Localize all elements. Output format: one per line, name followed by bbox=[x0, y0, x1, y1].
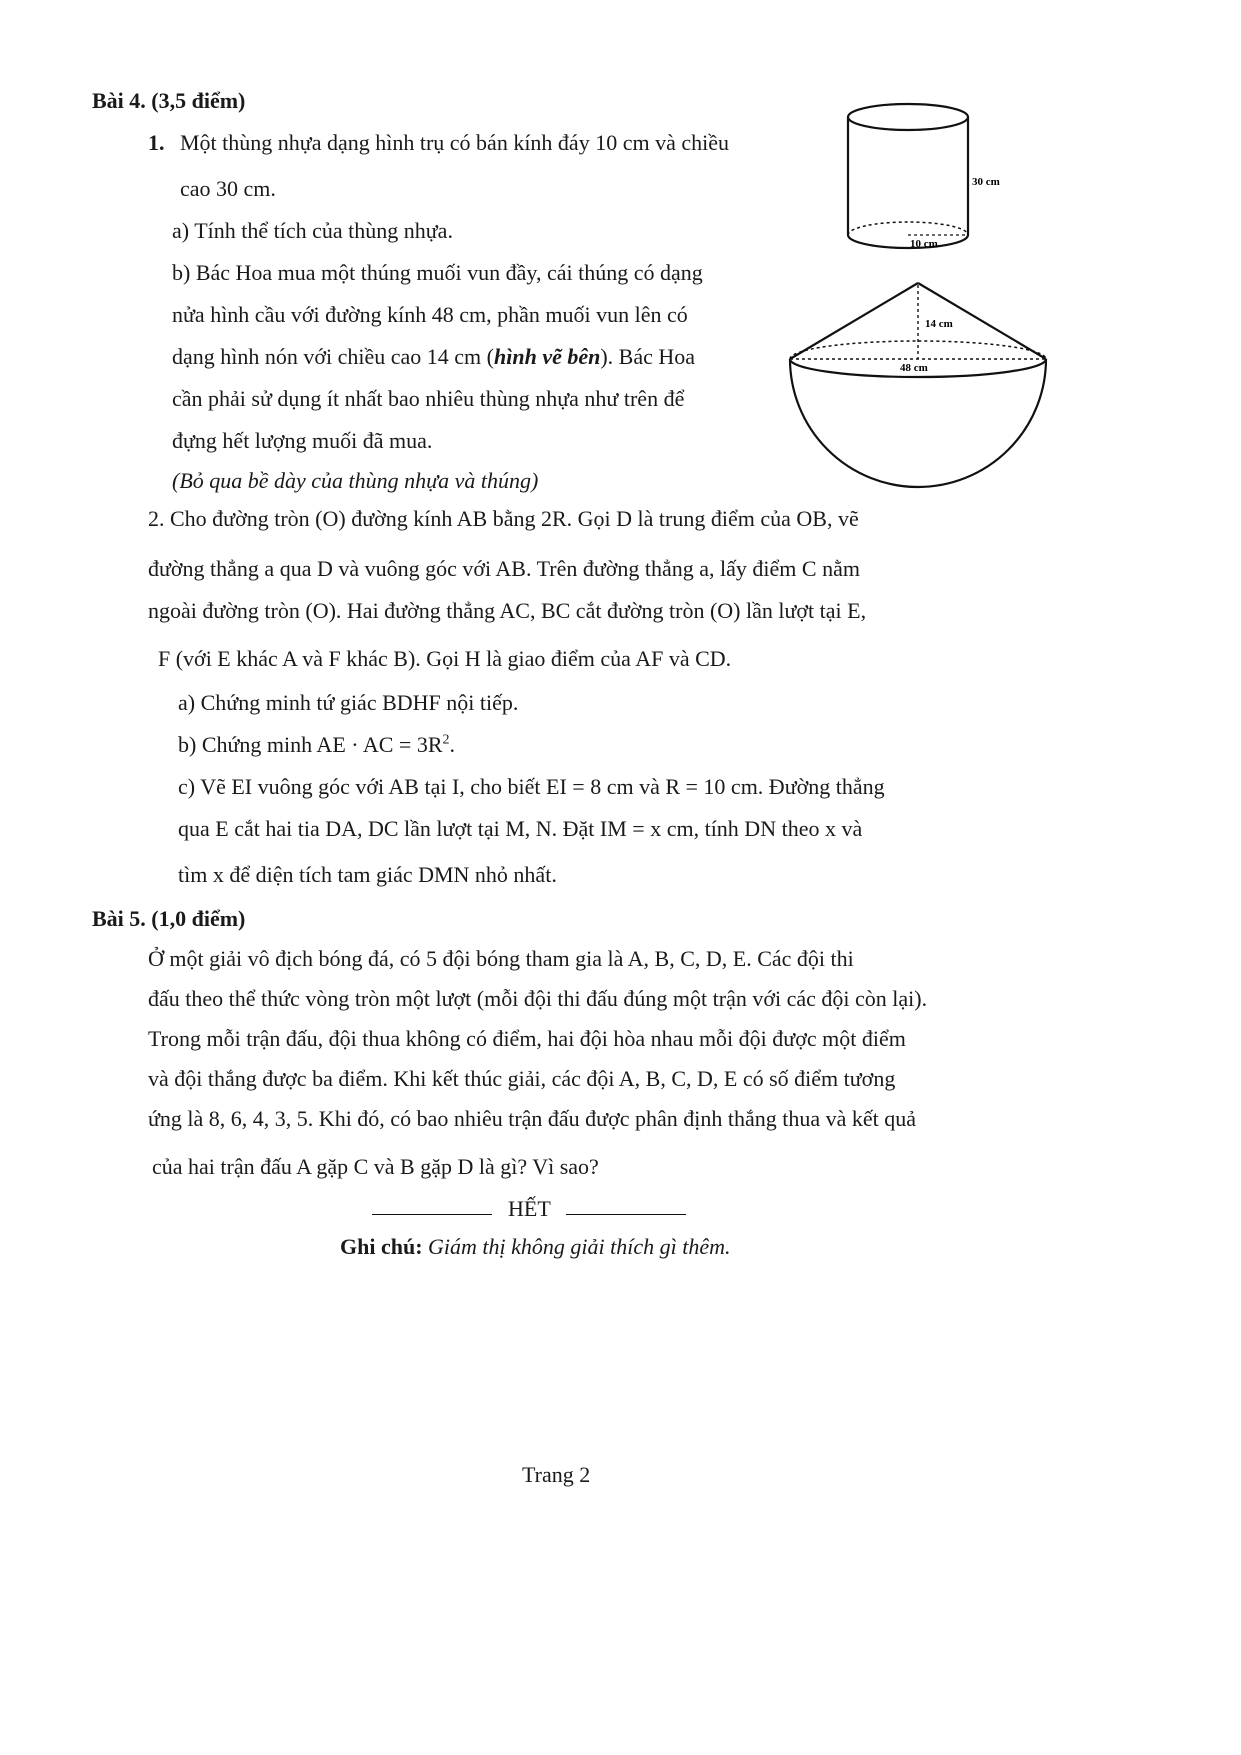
end-mark: HẾT bbox=[508, 1196, 551, 1221]
figures bbox=[780, 95, 1080, 495]
q2c-line3: tìm x để diện tích tam giác DMN nhỏ nhất. bbox=[178, 862, 557, 887]
end-rule-right bbox=[566, 1214, 686, 1215]
q1b-line3-italic: hình vẽ bên bbox=[494, 344, 601, 369]
q2c-line1: c) Vẽ EI vuông góc với AB tại I, cho biết EI = 8 cm và R = 10 cm. Đường thẳng bbox=[178, 774, 885, 799]
q1a: a) Tính thể tích của thùng nhựa. bbox=[172, 218, 453, 243]
q1b-line5: đựng hết lượng muối đã mua. bbox=[172, 428, 433, 453]
q1-number: 1. bbox=[148, 130, 165, 155]
cyl-height-label: 30 cm bbox=[972, 176, 1000, 188]
bai5-line4: và đội thắng được ba điểm. Khi kết thúc giải, các đội A, B, C, D, E có số điểm tương bbox=[148, 1066, 896, 1091]
q2-line3: ngoài đường tròn (O). Hai đường thẳng AC, BC cắt đường tròn (O) lần lượt tại E, bbox=[148, 598, 867, 623]
q2-line1: 2. Cho đường tròn (O) đường kính AB bằng 2R. Gọi D là trung điểm của OB, vẽ bbox=[148, 506, 859, 531]
note-label: Ghi chú: bbox=[340, 1234, 423, 1259]
bai5-line6: của hai trận đấu A gặp C và B gặp D là gì? Vì sao? bbox=[152, 1154, 599, 1179]
q1-note: (Bỏ qua bề dày của thùng nhựa và thúng) bbox=[172, 468, 539, 493]
bowl-diameter-label: 48 cm bbox=[900, 362, 928, 374]
page-footer: Trang 2 bbox=[522, 1462, 591, 1487]
note-text: Giám thị không giải thích gì thêm. bbox=[428, 1234, 731, 1259]
q1-line1: Một thùng nhựa dạng hình trụ có bán kính đáy 10 cm và chiều bbox=[180, 130, 729, 155]
q1b-line3-post: ). Bác Hoa bbox=[600, 344, 696, 369]
q2c-line2: qua E cắt hai tia DA, DC lần lượt tại M, N. Đặt IM = x cm, tính DN theo x và bbox=[178, 816, 863, 841]
q2-line4: F (với E khác A và F khác B). Gọi H là giao điểm của AF và CD. bbox=[158, 646, 732, 671]
cyl-radius-label: 10 cm bbox=[910, 238, 938, 250]
q2b-text: b) Chứng minh AE · AC = 3R bbox=[178, 732, 443, 757]
q2-line2: đường thẳng a qua D và vuông góc với AB. Trên đường thẳng a, lấy điểm C nằm bbox=[148, 556, 860, 581]
bai5-line1: Ở một giải vô địch bóng đá, có 5 đội bóng tham gia là A, B, C, D, E. Các đội thi bbox=[148, 946, 854, 971]
bai5-heading: Bài 5. (1,0 điểm) bbox=[92, 906, 246, 931]
bai5-line3: Trong mỗi trận đấu, đội thua không có điểm, hai đội hòa nhau mỗi đội được một điểm bbox=[148, 1026, 906, 1051]
end-rule-left bbox=[372, 1214, 492, 1215]
bowl-cone-figure bbox=[790, 283, 1046, 487]
note bbox=[340, 1234, 731, 1260]
q2a: a) Chứng minh tứ giác BDHF nội tiếp. bbox=[178, 690, 519, 715]
bai5-line5: ứng là 8, 6, 4, 3, 5. Khi đó, có bao nhiêu trận đấu được phân định thắng thua và kết quả bbox=[148, 1106, 917, 1131]
q2b-end: . bbox=[449, 732, 456, 757]
q1b-line3-pre: dạng hình nón với chiều cao 14 cm ( bbox=[172, 344, 494, 369]
q1b-line4: cần phải sử dụng ít nhất bao nhiêu thùng nhựa như trên để bbox=[172, 386, 685, 411]
q2b-sup: 2 bbox=[442, 732, 450, 748]
q1b-line3 bbox=[172, 344, 695, 370]
bai5-line2: đấu theo thể thức vòng tròn một lượt (mỗi đội thi đấu đúng một trận với các đội còn lại). bbox=[148, 986, 928, 1011]
cone-height-label: 14 cm bbox=[925, 318, 953, 330]
cylinder-figure bbox=[848, 104, 1000, 250]
q2b bbox=[178, 732, 455, 758]
q1-line2: cao 30 cm. bbox=[180, 176, 276, 201]
q1b-line1: b) Bác Hoa mua một thúng muối vun đầy, cái thúng có dạng bbox=[172, 260, 703, 285]
bai4-heading: Bài 4. (3,5 điểm) bbox=[92, 88, 246, 113]
q1b-line2: nửa hình cầu với đường kính 48 cm, phần muối vun lên có bbox=[172, 302, 688, 327]
